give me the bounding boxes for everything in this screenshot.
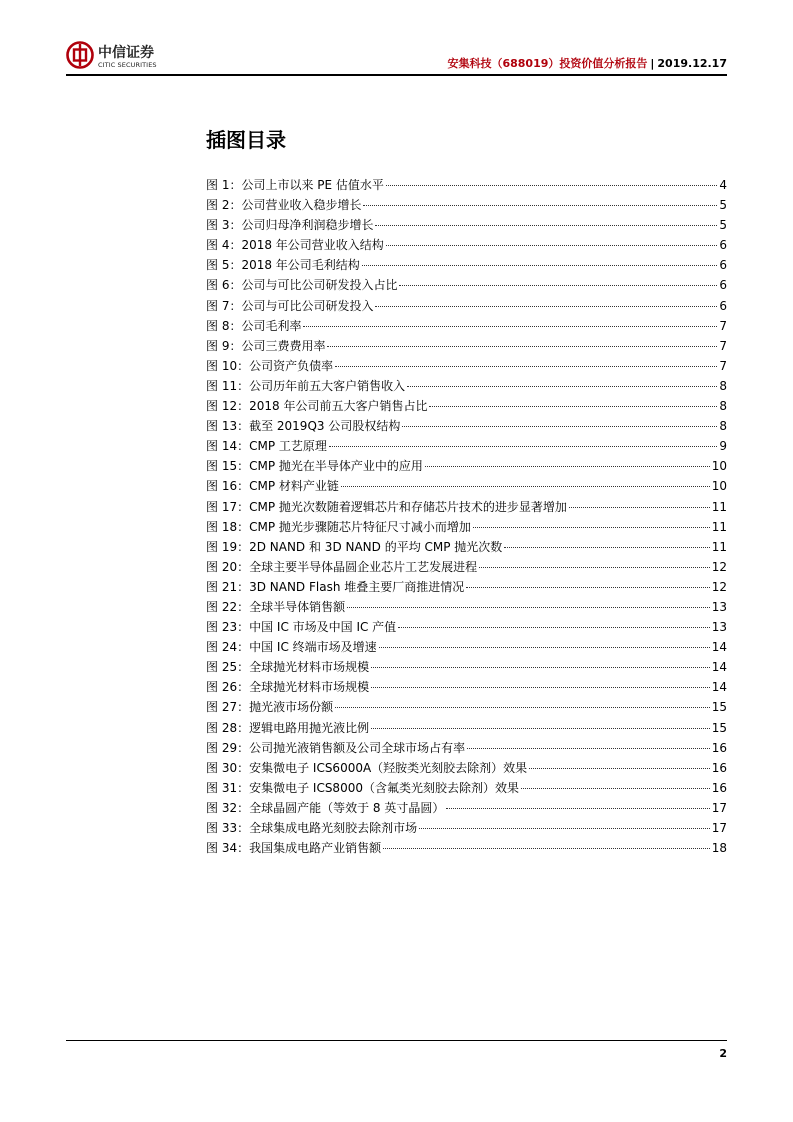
toc-leader-dots [363,205,717,206]
toc-leader-dots [347,607,710,608]
toc-entry-page[interactable]: 12 [711,579,727,594]
toc-leader-dots [375,306,717,307]
toc-entry[interactable] [206,275,727,295]
toc-entry-label[interactable]: 图 30：安集微电子 ICS6000A（羟胺类光刻胶去除剂）效果 [206,760,528,775]
header-divider [66,74,727,76]
toc-entry-label[interactable]: 图 13：截至 2019Q3 公司股权结构 [206,419,401,434]
toc-entry-page[interactable]: 10 [711,459,727,474]
toc-leader-dots [375,225,717,226]
toc-leader-dots [386,245,718,246]
toc-entry[interactable] [206,517,727,537]
toc-entry-page[interactable]: 11 [711,519,727,534]
toc-leader-dots [341,486,710,487]
toc-leader-dots [335,707,710,708]
toc-leader-dots [371,687,710,688]
logo-english-name: CITIC SECURITIES [98,61,157,69]
toc-entry-label[interactable]: 图 16：CMP 材料产业链 [206,479,339,494]
toc-entry-page[interactable]: 17 [711,821,727,835]
toc-entry-label[interactable]: 图 33：全球集成电路光刻胶去除剂市场 [206,821,418,835]
toc-entry-label[interactable]: 图 31：安集微电子 ICS8000（含氟类光刻胶去除剂）效果 [206,780,519,795]
toc-entry-page[interactable]: 7 [719,338,727,353]
toc-entry-label[interactable]: 图 15：CMP 抛光在半导体产业中的应用 [206,459,423,474]
toc-leader-dots [466,587,709,588]
toc-leader-dots [419,828,710,829]
toc-entry-label[interactable]: 图 5：2018 年公司毛利结构 [206,258,360,273]
toc-entry-label[interactable]: 图 18：CMP 抛光步骤随芯片特征尺寸减小而增加 [206,519,471,534]
citic-logo [66,40,176,72]
toc-entry-page[interactable]: 12 [711,559,727,574]
toc-leader-dots [386,185,717,186]
toc-entry-page[interactable]: 13 [711,599,727,614]
toc-entry-label[interactable]: 图 10：公司资产负债率 [206,358,334,373]
toc-entry[interactable] [206,336,727,356]
toc-entry-label[interactable]: 图 3：公司归母净利润稳步增长 [206,218,374,233]
toc-entry-label[interactable]: 图 27：抛光液市场份额 [206,700,334,715]
toc-leader-dots [446,808,709,809]
toc-entry-label[interactable]: 图 14：CMP 工艺原理 [206,439,327,454]
toc-leader-dots [407,386,717,387]
toc-entry-label[interactable]: 图 2：公司营业收入稳步增长 [206,198,362,213]
toc-leader-dots [362,265,718,266]
toc-leader-dots [473,527,710,528]
toc-entry-label[interactable]: 图 24：中国 IC 终端市场及增速 [206,640,377,655]
toc-entry-label[interactable]: 图 23：中国 IC 市场及中国 IC 产值 [206,620,397,635]
toc-entry-label[interactable]: 图 32：全球晶圆产能（等效于 8 英寸晶圆） [206,800,445,815]
toc-entry[interactable] [206,617,727,637]
toc-entry-label[interactable]: 图 21：3D NAND Flash 堆叠主要厂商推进情况 [206,579,465,594]
toc-entry-label[interactable]: 图 22：全球半导体销售额 [206,599,346,614]
toc-entry-label[interactable]: 图 9：公司三费费用率 [206,338,326,353]
toc-entry[interactable] [206,818,727,838]
toc-entry-page[interactable]: 16 [711,740,727,755]
toc-entry[interactable] [206,356,727,376]
toc-entry[interactable] [206,436,727,456]
toc-entry-page[interactable]: 8 [719,419,727,434]
toc-entry[interactable] [206,396,727,416]
header-separator: | [650,57,655,70]
toc-entry-page[interactable]: 6 [719,258,727,273]
toc-entry-label[interactable]: 图 8：公司毛利率 [206,318,302,333]
toc-leader-dots [383,848,710,849]
toc-leader-dots [329,446,717,447]
toc-entry[interactable] [206,657,727,677]
toc-leader-dots [399,285,717,286]
toc-entry-label[interactable]: 图 11：公司历年前五大客户销售收入 [206,378,406,393]
toc-leader-dots [425,466,710,467]
page-header [66,40,727,76]
page-number: 2 [719,1047,727,1060]
toc-leader-dots [398,627,710,628]
toc-entry-page[interactable]: 10 [711,479,727,494]
toc-entry-page[interactable]: 16 [711,760,727,775]
toc-entry-page[interactable]: 11 [711,499,727,514]
toc-entry[interactable] [206,697,727,717]
citic-logo-icon [66,41,94,69]
toc-entry[interactable] [206,376,727,396]
toc-entry[interactable] [206,316,727,336]
toc-entry[interactable] [206,798,727,818]
toc-entry-page[interactable]: 16 [711,780,727,795]
report-date: 2019.12.17 [657,57,727,70]
toc-entry-page[interactable]: 7 [719,358,727,373]
toc-entry-page[interactable]: 14 [711,680,727,695]
toc-entry-label[interactable]: 图 19：2D NAND 和 3D NAND 的平均 CMP 抛光次数 [206,539,503,554]
toc-entry[interactable] [206,677,727,697]
toc-entry[interactable] [206,758,727,778]
toc-entry-page[interactable]: 18 [711,841,727,856]
toc-entry-label[interactable]: 图 28：逻辑电路用抛光液比例 [206,720,370,735]
toc-entry[interactable] [206,416,727,436]
toc-entry-page[interactable]: 8 [719,378,727,393]
toc-entry-label[interactable]: 图 29：公司抛光液销售额及公司全球市场占有率 [206,740,466,755]
toc-entry-label[interactable]: 图 17：CMP 抛光次数随着逻辑芯片和存储芯片技术的进步显著增加 [206,499,567,514]
logo-chinese-name: 中信证券 [98,45,154,61]
toc-leader-dots [379,647,710,648]
toc-entry-page[interactable]: 13 [711,620,727,635]
toc-entry-page[interactable]: 6 [719,278,727,293]
toc-entry-label[interactable]: 图 26：全球抛光材料市场规模 [206,680,370,695]
toc-leader-dots [371,667,710,668]
toc-entry[interactable] [206,195,727,215]
toc-entry-page[interactable]: 14 [711,660,727,675]
toc-entry-label[interactable]: 图 1：公司上市以来 PE 估值水平 [206,178,384,192]
toc-leader-dots [467,748,710,749]
toc-entry-page[interactable]: 7 [719,318,727,333]
toc-entry[interactable] [206,577,727,597]
toc-entry-label[interactable]: 图 6：公司与可比公司研发投入占比 [206,278,398,293]
toc-entry-page[interactable]: 8 [719,399,727,414]
toc-entry[interactable] [206,215,727,235]
toc-entry[interactable] [206,497,727,517]
toc-entry[interactable] [206,476,727,496]
toc-leader-dots [371,728,710,729]
toc-entry-page[interactable]: 4 [719,178,727,192]
toc-entry-label[interactable]: 图 4：2018 年公司营业收入结构 [206,238,384,253]
toc-leader-dots [402,426,717,427]
toc-entry-page[interactable]: 9 [719,439,727,454]
figure-toc-list [206,175,727,858]
toc-leader-dots [303,326,717,327]
toc-entry-page[interactable]: 15 [711,720,727,735]
toc-leader-dots [429,406,717,407]
toc-entry-page[interactable]: 6 [719,238,727,253]
toc-entry[interactable] [206,838,727,858]
toc-entry[interactable] [206,175,727,195]
toc-entry[interactable] [206,718,727,738]
toc-leader-dots [529,768,710,769]
footer-divider [66,1040,727,1041]
toc-entry-page[interactable]: 6 [719,298,727,313]
toc-entry[interactable] [206,557,727,577]
toc-entry-label[interactable]: 图 34：我国集成电路产业销售额 [206,841,382,856]
toc-entry[interactable] [206,778,727,798]
toc-entry[interactable] [206,738,727,758]
toc-entry-label[interactable]: 图 25：全球抛光材料市场规模 [206,660,370,675]
toc-leader-dots [569,507,710,508]
toc-entry[interactable] [206,235,727,255]
report-header [447,55,727,71]
toc-entry[interactable] [206,637,727,657]
toc-entry-page[interactable]: 14 [711,640,727,655]
page-title: 插图目录 [206,128,286,152]
toc-leader-dots [521,788,710,789]
toc-entry[interactable] [206,296,727,316]
toc-leader-dots [335,366,717,367]
toc-leader-dots [327,346,717,347]
toc-leader-dots [479,567,710,568]
toc-leader-dots [504,547,709,548]
toc-entry-page[interactable]: 11 [711,539,727,554]
toc-entry-label[interactable]: 图 12：2018 年公司前五大客户销售占比 [206,399,428,414]
toc-entry[interactable] [206,456,727,476]
toc-entry[interactable] [206,255,727,275]
report-title: 安集科技（688019）投资价值分析报告 [447,57,648,70]
toc-entry[interactable] [206,597,727,617]
toc-entry-page[interactable]: 5 [719,218,727,233]
toc-entry-label[interactable]: 图 7：公司与可比公司研发投入 [206,298,374,313]
toc-entry-page[interactable]: 15 [711,700,727,715]
toc-entry[interactable] [206,537,727,557]
toc-entry-page[interactable]: 17 [711,800,727,815]
toc-entry-label[interactable]: 图 20：全球主要半导体晶圆企业芯片工艺发展进程 [206,559,478,574]
toc-entry-page[interactable]: 5 [719,198,727,213]
